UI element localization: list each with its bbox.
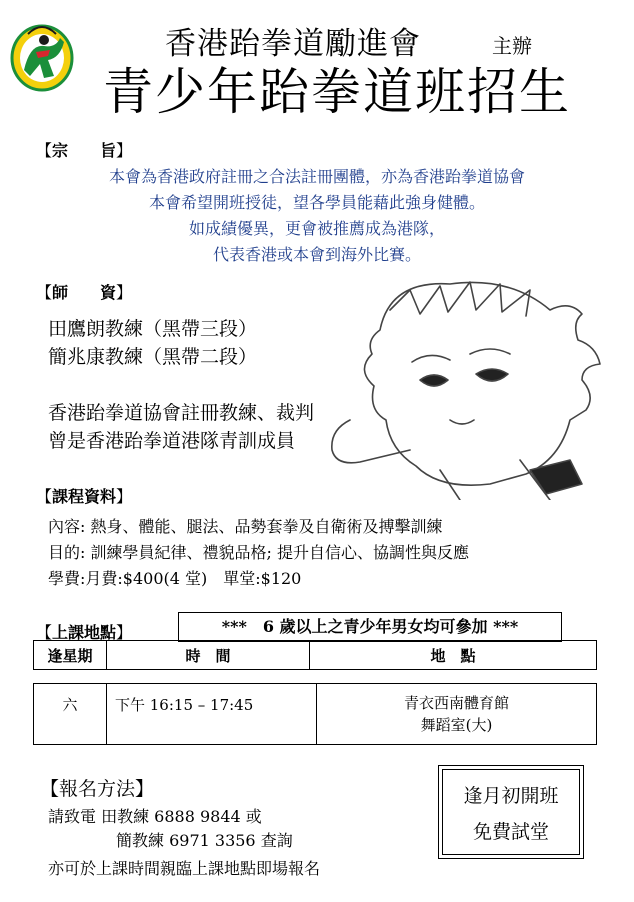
schedule-header-table [33, 640, 597, 670]
age-eligibility-banner: *** 6 歲以上之青少年男女均可參加 *** [178, 612, 562, 642]
mission-text [0, 164, 634, 268]
registration-line-2: 簡教練 6971 3356 查詢 [116, 831, 293, 850]
venue-room: 舞蹈室(大) [420, 716, 493, 734]
row-day: 六 [34, 684, 107, 745]
mission-line: 本會為香港政府註冊之合法註冊團體，亦為香港跆拳道協會 [108, 167, 525, 186]
course-content: 內容: 熱身、體能、腿法、品勢套拳及自衛術及搏擊訓練 [48, 517, 443, 536]
taekwondo-kid-illustration [320, 270, 630, 500]
venue-name: 青衣西南體育館 [403, 694, 509, 712]
mission-line: 如成績優異，更會被推薦成為港隊， [188, 219, 445, 238]
club-logo [10, 14, 74, 92]
free-trial-notice [438, 765, 584, 859]
notice-line-1: 逢月初開班 [463, 785, 559, 807]
header-venue: 地 點 [310, 641, 597, 670]
registration-line-3: 亦可於上課時間親臨上課地點即場報名 [48, 859, 321, 878]
schedule-table [33, 683, 597, 745]
coach-2: 簡兆康教練（黑帶二段） [48, 346, 258, 368]
header-day: 逢星期 [34, 641, 107, 670]
course-fee: 學費:月費:$400(4 堂) 單堂:$120 [48, 569, 302, 588]
registration-heading: 【報名方法】 [40, 778, 155, 800]
coach-1: 田鷹朗教練（黑帶三段） [48, 318, 258, 340]
mission-line: 本會希望開班授徒，望各學員能藉此強身健體。 [148, 193, 485, 212]
mission-heading: 【宗 旨】 [36, 141, 133, 160]
credential-2: 曾是香港跆拳道港隊青訓成員 [48, 430, 296, 452]
teachers-heading: 【師 資】 [36, 283, 133, 302]
course-heading: 【課程資料】 [36, 487, 133, 506]
course-purpose: 目的: 訓練學員紀律、禮貌品格; 提升自信心、協調性與反應 [48, 543, 469, 562]
page-title: 青少年跆拳道班招生 [103, 63, 571, 121]
host-label: 主辦 [492, 34, 532, 58]
header-time: 時 間 [107, 641, 310, 670]
notice-line-2: 免費試堂 [472, 821, 549, 843]
registration-line-1: 請致電 田教練 6888 9844 或 [48, 807, 262, 826]
mission-line: 代表香港或本會到海外比賽。 [212, 245, 421, 264]
organization-name: 香港跆拳道勵進會 [165, 26, 421, 62]
credential-1: 香港跆拳道協會註冊教練、裁判 [48, 402, 315, 424]
location-heading: 【上課地點】 [36, 623, 133, 642]
row-time: 下午 16:15 – 17:45 [107, 684, 317, 745]
row-venue [317, 684, 597, 745]
table-row [34, 684, 597, 745]
